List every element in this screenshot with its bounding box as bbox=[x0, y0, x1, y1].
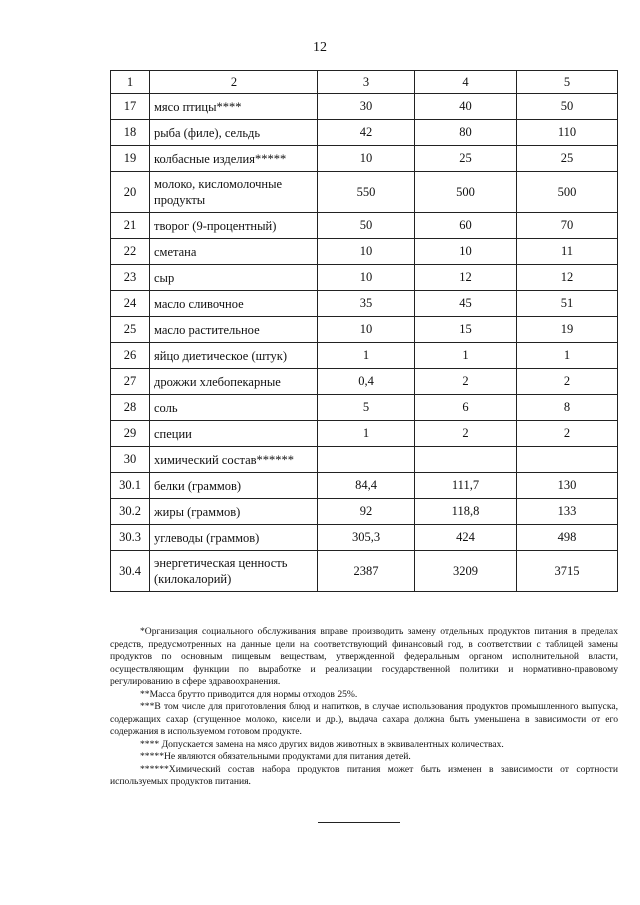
table-row bbox=[111, 317, 618, 343]
value-cell-col5: 3715 bbox=[517, 551, 618, 592]
value-cell-col3: 550 bbox=[318, 172, 415, 213]
value-cell-col4: 45 bbox=[415, 291, 517, 317]
table-row bbox=[111, 120, 618, 146]
header-cell: 5 bbox=[517, 71, 618, 94]
value-cell-col3: 1 bbox=[318, 343, 415, 369]
value-cell-col5: 130 bbox=[517, 473, 618, 499]
value-cell-col5: 500 bbox=[517, 172, 618, 213]
value-cell-col5: 51 bbox=[517, 291, 618, 317]
row-number-cell: 21 bbox=[111, 213, 150, 239]
row-number-cell: 23 bbox=[111, 265, 150, 291]
page-number: 12 bbox=[313, 40, 327, 55]
table-row bbox=[111, 94, 618, 120]
table-row bbox=[111, 146, 618, 172]
row-number-cell: 24 bbox=[111, 291, 150, 317]
row-number-cell: 26 bbox=[111, 343, 150, 369]
product-name-cell: сметана bbox=[150, 239, 318, 265]
header-cell: 4 bbox=[415, 71, 517, 94]
table-row bbox=[111, 239, 618, 265]
value-cell-col4: 80 bbox=[415, 120, 517, 146]
value-cell-col3: 92 bbox=[318, 499, 415, 525]
value-cell-col4: 40 bbox=[415, 94, 517, 120]
value-cell-col4: 10 bbox=[415, 239, 517, 265]
row-number-cell: 17 bbox=[111, 94, 150, 120]
row-number-cell: 25 bbox=[111, 317, 150, 343]
row-number-cell: 30.2 bbox=[111, 499, 150, 525]
table-row bbox=[111, 291, 618, 317]
value-cell-col3: 84,4 bbox=[318, 473, 415, 499]
row-number-cell: 30 bbox=[111, 447, 150, 473]
table-header-row bbox=[111, 71, 618, 94]
row-number-cell: 20 bbox=[111, 172, 150, 213]
value-cell-col3: 1 bbox=[318, 421, 415, 447]
value-cell-col3: 10 bbox=[318, 317, 415, 343]
row-number-cell: 27 bbox=[111, 369, 150, 395]
value-cell-col5: 498 bbox=[517, 525, 618, 551]
value-cell-col5: 25 bbox=[517, 146, 618, 172]
value-cell-col4: 2 bbox=[415, 421, 517, 447]
value-cell-col4: 6 bbox=[415, 395, 517, 421]
value-cell-col4: 1 bbox=[415, 343, 517, 369]
value-cell-col5: 70 bbox=[517, 213, 618, 239]
value-cell-col3: 30 bbox=[318, 94, 415, 120]
nutrition-norms-table bbox=[110, 70, 618, 592]
footnote: **Масса брутто приводится для нормы отходов 25%. bbox=[140, 688, 358, 700]
product-name-cell: соль bbox=[150, 395, 318, 421]
product-name-cell: дрожжи хлебопекарные bbox=[150, 369, 318, 395]
value-cell-col5: 1 bbox=[517, 343, 618, 369]
row-number-cell: 18 bbox=[111, 120, 150, 146]
closing-rule bbox=[318, 822, 400, 823]
value-cell-col5: 8 bbox=[517, 395, 618, 421]
footnote: *Организация социального обслуживания вправе производить замену отдельных продуктов питания в пределах средств, предусмотренных на данные цели на соответствующий финансовый год, в соответствии с таблицей замены продуктов по основным пищевым веществам, утвержденной федеральным органом исполнительной власти, осуществляющим функции по выработке и реализации государственной политики и нормативно-правовому регулированию в сфере здравоохранения. bbox=[110, 626, 618, 687]
value-cell-col3: 42 bbox=[318, 120, 415, 146]
product-name-cell: рыба (филе), сельдь bbox=[150, 120, 318, 146]
table-row bbox=[111, 213, 618, 239]
value-cell-col3: 2387 bbox=[318, 551, 415, 592]
table-row bbox=[111, 172, 618, 213]
table-row bbox=[111, 265, 618, 291]
table-row bbox=[111, 421, 618, 447]
value-cell-col5: 19 bbox=[517, 317, 618, 343]
footnote: **** Допускается замена на мясо других видов животных в эквивалентных количествах. bbox=[140, 738, 504, 750]
header-cell: 3 bbox=[318, 71, 415, 94]
table-row bbox=[111, 447, 618, 473]
table-row bbox=[111, 473, 618, 499]
footnotes bbox=[110, 626, 618, 789]
row-number-cell: 30.3 bbox=[111, 525, 150, 551]
product-name-cell: масло растительное bbox=[150, 317, 318, 343]
table-row bbox=[111, 551, 618, 592]
footnote: ******Химический состав набора продуктов питания может быть изменен в зависимости от сортности используемых продуктов питания. bbox=[110, 763, 618, 787]
value-cell-col4: 25 bbox=[415, 146, 517, 172]
row-number-cell: 29 bbox=[111, 421, 150, 447]
product-name-cell: химический состав****** bbox=[150, 447, 318, 473]
header-cell: 2 bbox=[150, 71, 318, 94]
value-cell-col4: 118,8 bbox=[415, 499, 517, 525]
product-name-cell: энергетическая ценность (килокалорий) bbox=[150, 551, 318, 592]
value-cell-col5: 2 bbox=[517, 369, 618, 395]
value-cell-col3: 305,3 bbox=[318, 525, 415, 551]
value-cell-col5: 110 bbox=[517, 120, 618, 146]
product-name-cell: жиры (граммов) bbox=[150, 499, 318, 525]
product-name-cell: масло сливочное bbox=[150, 291, 318, 317]
footnote: ***В том числе для приготовления блюд и напитков, в случае использования продуктов промышленного выпуска, содержащих сахар (сгущенное молоко, кисели и др.), выдача сахара должна быть уменьшена в зависимости от его содержания в используемом готовом продукте. bbox=[110, 701, 618, 737]
product-name-cell: специи bbox=[150, 421, 318, 447]
value-cell-col4: 12 bbox=[415, 265, 517, 291]
row-number-cell: 30.1 bbox=[111, 473, 150, 499]
value-cell-col4: 111,7 bbox=[415, 473, 517, 499]
row-number-cell: 28 bbox=[111, 395, 150, 421]
table-row bbox=[111, 369, 618, 395]
value-cell-col4: 15 bbox=[415, 317, 517, 343]
value-cell-col3: 10 bbox=[318, 239, 415, 265]
header-cell: 1 bbox=[111, 71, 150, 94]
product-name-cell: углеводы (граммов) bbox=[150, 525, 318, 551]
value-cell-col3: 5 bbox=[318, 395, 415, 421]
product-name-cell: мясо птицы**** bbox=[150, 94, 318, 120]
product-name-cell: колбасные изделия***** bbox=[150, 146, 318, 172]
value-cell-col4: 60 bbox=[415, 213, 517, 239]
value-cell-col3 bbox=[318, 447, 415, 473]
product-name-cell: белки (граммов) bbox=[150, 473, 318, 499]
table-row bbox=[111, 499, 618, 525]
value-cell-col5: 2 bbox=[517, 421, 618, 447]
table-row bbox=[111, 395, 618, 421]
product-name-cell: яйцо диетическое (штук) bbox=[150, 343, 318, 369]
value-cell-col5: 11 bbox=[517, 239, 618, 265]
row-number-cell: 30.4 bbox=[111, 551, 150, 592]
value-cell-col5: 50 bbox=[517, 94, 618, 120]
row-number-cell: 22 bbox=[111, 239, 150, 265]
value-cell-col4: 2 bbox=[415, 369, 517, 395]
product-name-cell: творог (9-процентный) bbox=[150, 213, 318, 239]
value-cell-col3: 50 bbox=[318, 213, 415, 239]
value-cell-col4: 424 bbox=[415, 525, 517, 551]
value-cell-col4: 500 bbox=[415, 172, 517, 213]
footnote: *****Не являются обязательными продуктами для питания детей. bbox=[140, 751, 411, 762]
table-row bbox=[111, 525, 618, 551]
value-cell-col5: 12 bbox=[517, 265, 618, 291]
value-cell-col3: 10 bbox=[318, 146, 415, 172]
value-cell-col4: 3209 bbox=[415, 551, 517, 592]
value-cell-col3: 0,4 bbox=[318, 369, 415, 395]
value-cell-col3: 35 bbox=[318, 291, 415, 317]
value-cell-col5: 133 bbox=[517, 499, 618, 525]
table-row bbox=[111, 343, 618, 369]
row-number-cell: 19 bbox=[111, 146, 150, 172]
product-name-cell: сыр bbox=[150, 265, 318, 291]
product-name-cell: молоко, кисломолочные продукты bbox=[150, 172, 318, 213]
value-cell-col4 bbox=[415, 447, 517, 473]
value-cell-col3: 10 bbox=[318, 265, 415, 291]
value-cell-col5 bbox=[517, 447, 618, 473]
